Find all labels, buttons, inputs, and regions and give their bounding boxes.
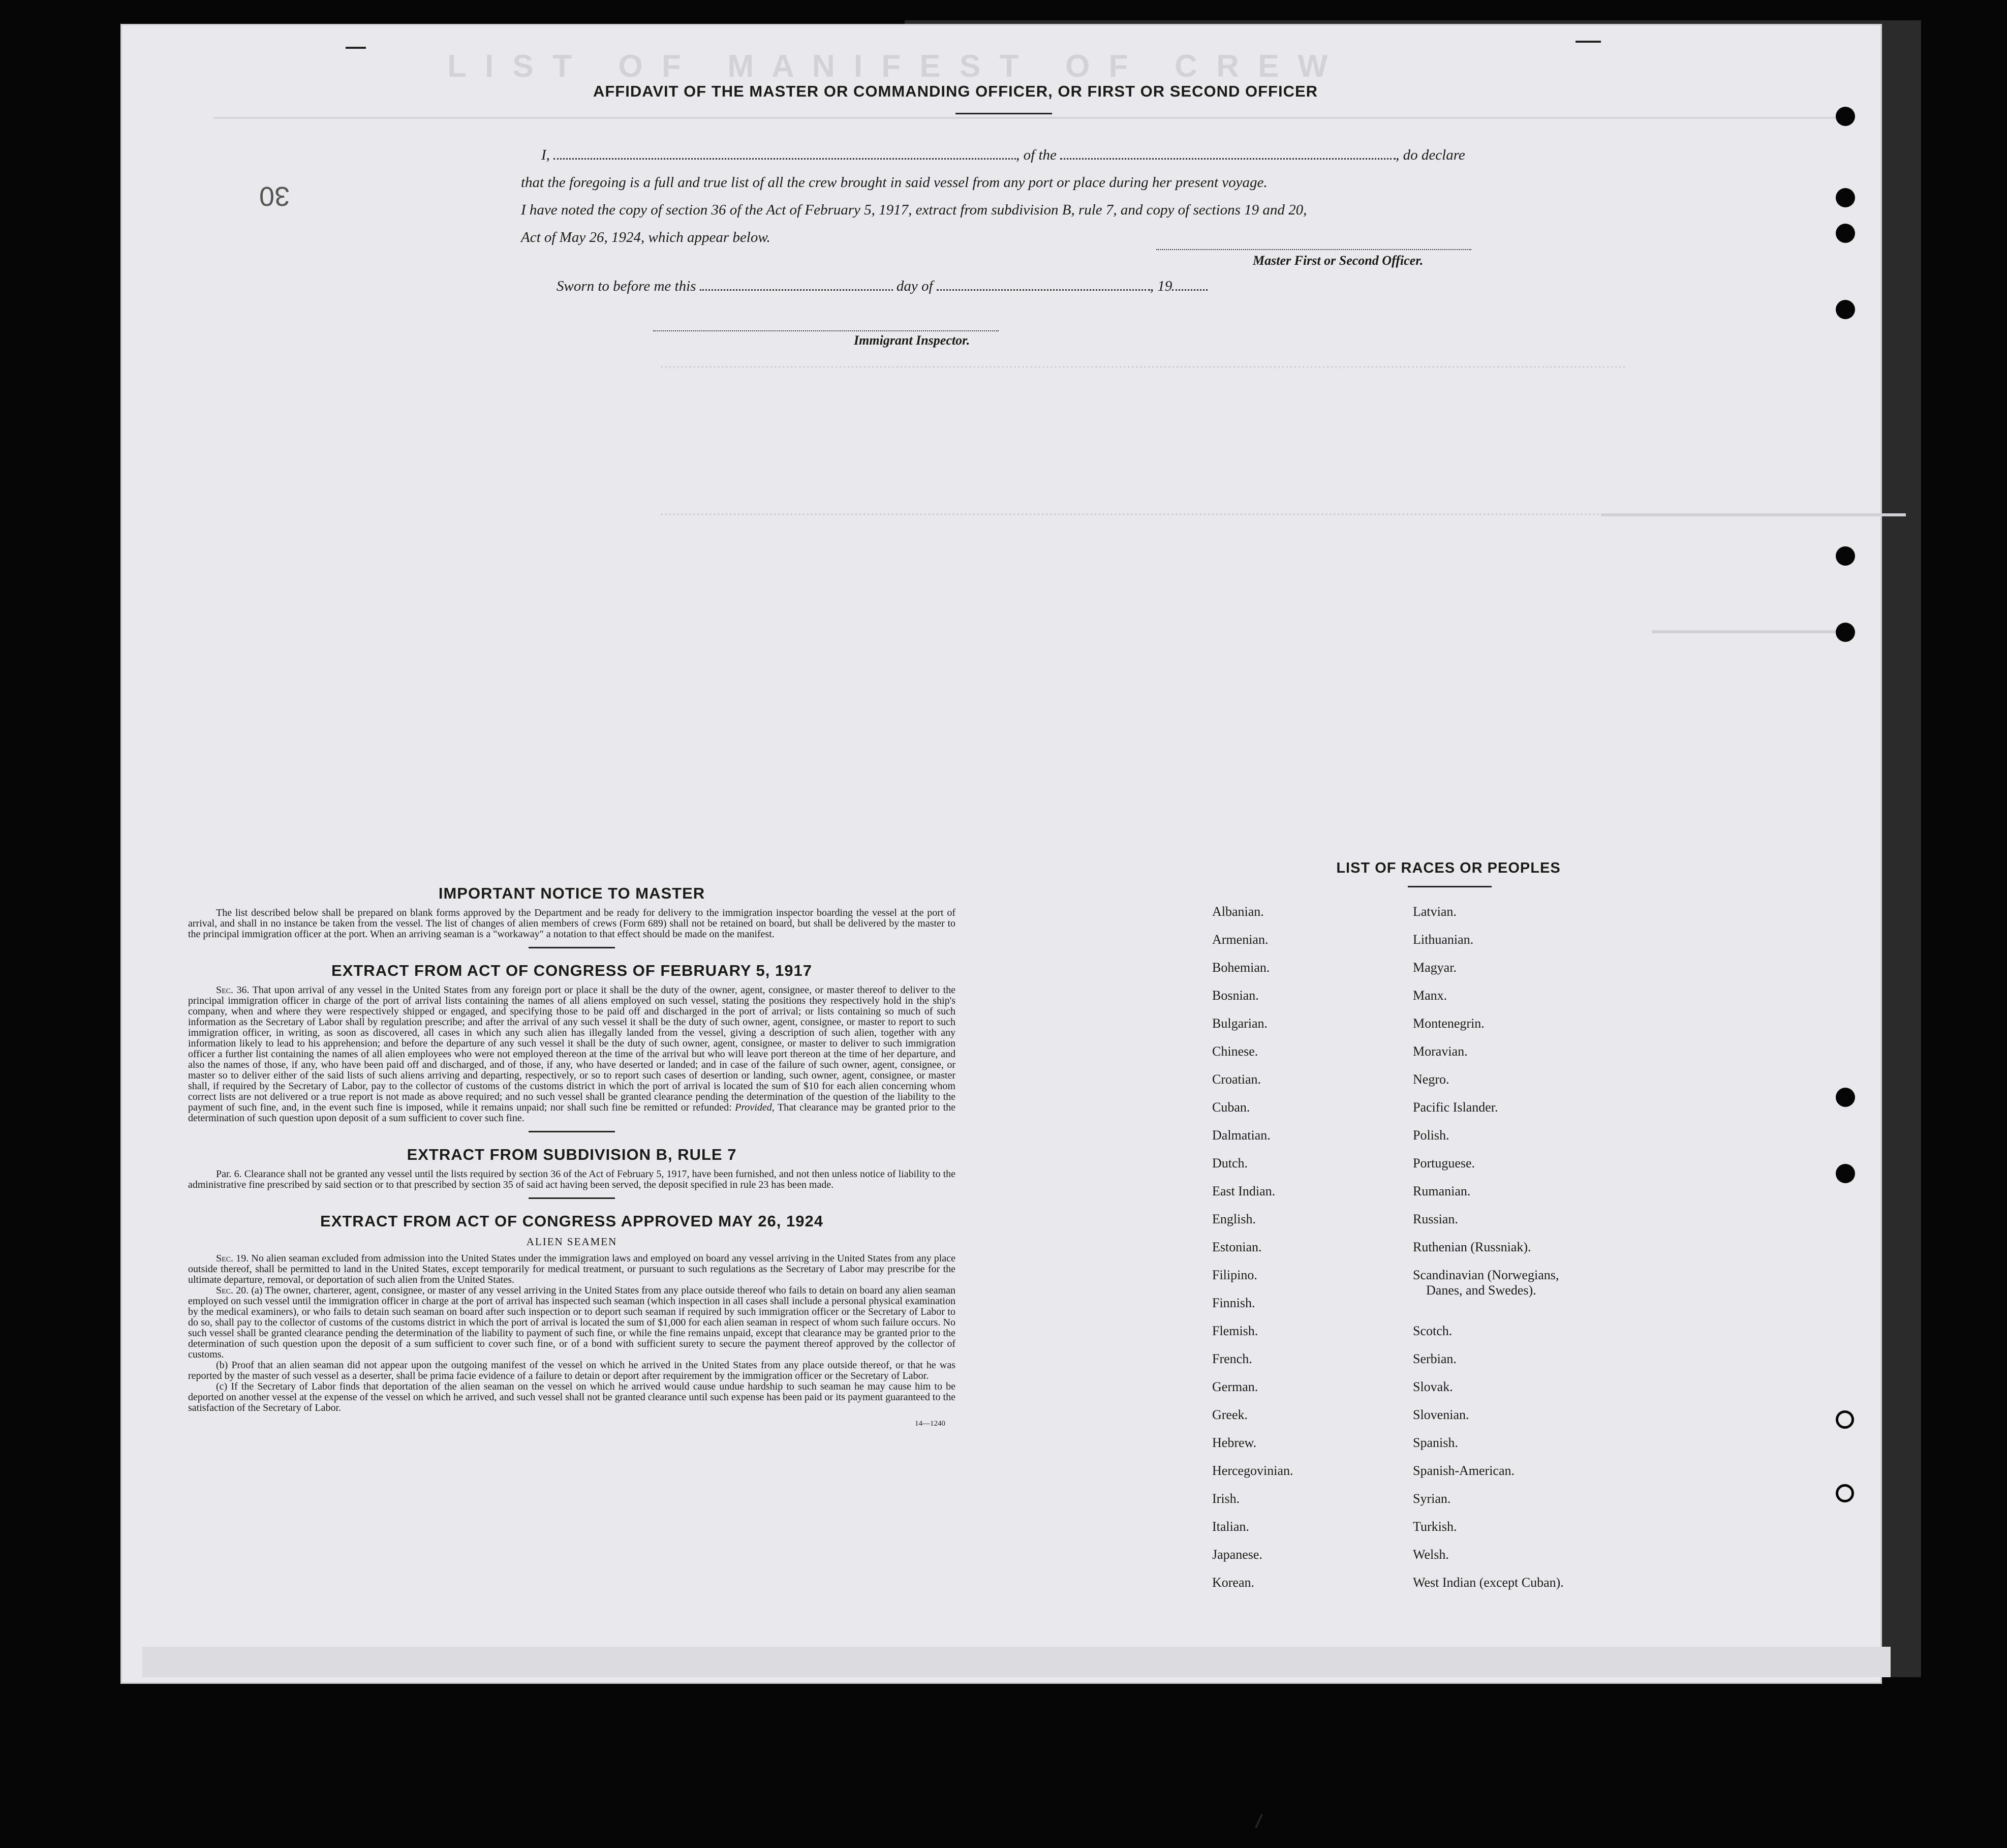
notice-title: IMPORTANT NOTICE TO MASTER bbox=[438, 884, 705, 902]
race-name: Bulgarian. bbox=[1212, 1016, 1268, 1031]
race-name: Flemish. bbox=[1212, 1323, 1258, 1338]
race-name: Montenegrin. bbox=[1413, 1016, 1485, 1031]
list-item bbox=[1212, 930, 1720, 958]
race-name: Korean. bbox=[1212, 1575, 1255, 1590]
sworn-prefix: Sworn to before me this bbox=[557, 278, 696, 294]
inspector-signature-line bbox=[653, 330, 999, 331]
vessel-blank bbox=[1060, 146, 1396, 160]
races-list bbox=[1212, 902, 1720, 1601]
race-name: Estonian. bbox=[1212, 1240, 1262, 1254]
race-name: Pacific Islander. bbox=[1413, 1100, 1498, 1115]
list-item bbox=[1212, 1154, 1720, 1182]
race-name: Lithuanian. bbox=[1413, 932, 1474, 947]
bleed-through-line bbox=[1652, 630, 1855, 638]
legal-notices-column bbox=[188, 884, 955, 1428]
race-name: Dalmatian. bbox=[1212, 1128, 1271, 1143]
race-name: Russian. bbox=[1413, 1212, 1458, 1226]
race-name: Rumanian. bbox=[1413, 1184, 1471, 1198]
binder-hole bbox=[1836, 107, 1855, 126]
page-number: 30 bbox=[259, 181, 290, 211]
sworn-year-blank bbox=[1172, 277, 1208, 291]
rule-7-title: EXTRACT FROM SUBDIVISION B, RULE 7 bbox=[407, 1146, 737, 1163]
race-name: Filipino. bbox=[1212, 1268, 1257, 1282]
list-item bbox=[1212, 1014, 1720, 1042]
declaration-of-the: , of the bbox=[1016, 147, 1057, 163]
list-item bbox=[1212, 1517, 1720, 1545]
sec19-label: Sec. 19. bbox=[216, 1253, 249, 1264]
sec20-label: Sec. 20. bbox=[216, 1285, 249, 1296]
race-name-line-1: Scandinavian (Norwegians, bbox=[1413, 1268, 1559, 1282]
race-name: Scotch. bbox=[1413, 1323, 1453, 1338]
race-name: Serbian. bbox=[1413, 1351, 1457, 1366]
sworn-day-of: day of bbox=[896, 278, 933, 294]
race-name: Chinese. bbox=[1212, 1044, 1258, 1059]
race-name: Slovenian. bbox=[1413, 1407, 1469, 1422]
race-name: German. bbox=[1212, 1379, 1258, 1394]
list-item bbox=[1212, 1405, 1720, 1433]
race-name: Italian. bbox=[1212, 1519, 1249, 1534]
race-name: Polish. bbox=[1413, 1128, 1449, 1143]
race-name: Ruthenian (Russniak). bbox=[1413, 1240, 1531, 1254]
race-name: Greek. bbox=[1212, 1407, 1248, 1422]
rule-7-text: Par. 6. Clearance shall not be granted any vessel until the lists required by section 36 of the Act of February 5, 1917, have been furnished, and not then unless notice of liability to the administrative fine prescribed by said section or to that prescribed by section 35 of said act having been served, the deposit specified in rule 23 has been made. bbox=[188, 1168, 955, 1190]
declaration-i: I, bbox=[541, 147, 550, 163]
corner-mark bbox=[1255, 1814, 1263, 1829]
act-1924-sec19 bbox=[188, 1253, 955, 1285]
bleed-through-heading: L I S T O F M A N I F E S T O F C R E W bbox=[447, 49, 1333, 84]
list-item bbox=[1212, 1321, 1720, 1349]
race-name: Irish. bbox=[1212, 1491, 1240, 1506]
list-item bbox=[1212, 1070, 1720, 1098]
race-name: Syrian. bbox=[1413, 1491, 1451, 1506]
bleed-through-line bbox=[661, 366, 1626, 373]
binder-hole bbox=[1836, 188, 1855, 207]
name-blank bbox=[553, 146, 1016, 160]
corner-mark bbox=[1576, 41, 1601, 43]
race-name: Magyar. bbox=[1413, 960, 1457, 975]
inspector-signature-label: Immigrant Inspector. bbox=[854, 333, 970, 348]
race-name: Welsh. bbox=[1413, 1547, 1449, 1562]
act-1917-body-end: That clearance may be granted prior to the determination of such question upon deposit of a sum sufficient to cover such fine. bbox=[188, 1102, 956, 1124]
race-name: Latvian. bbox=[1413, 904, 1457, 919]
act-1924-sec20b: (b) Proof that an alien seaman did not appear upon the outgoing manifest of the vessel on which he arrived in the United States from any place outside thereof, or that he was reported by the master of such vessel as a deserter, shall be prima facie evidence of a failure to detain or deport after requirement by the immigration officer or the Secretary of Labor. bbox=[188, 1360, 955, 1381]
binder-hole bbox=[1836, 1164, 1855, 1183]
declaration-line-3: I have noted the copy of section 36 of the Act of February 5, 1917, extract from subdivision B, rule 7, and copy of sections 19 and 20, bbox=[521, 202, 1307, 218]
race-name: Negro. bbox=[1413, 1072, 1449, 1087]
list-item bbox=[1212, 1238, 1720, 1266]
declaration-do-declare: , do declare bbox=[1396, 147, 1465, 163]
list-item bbox=[1212, 1377, 1720, 1405]
race-name: Finnish. bbox=[1212, 1296, 1255, 1310]
race-name: Moravian. bbox=[1413, 1044, 1468, 1059]
declaration-line-4: Act of May 26, 1924, which appear below. bbox=[521, 229, 770, 245]
underlying-page-edge bbox=[142, 1647, 1891, 1677]
race-name: Japanese. bbox=[1212, 1547, 1262, 1562]
list-item bbox=[1212, 1489, 1720, 1517]
act-1924-sec20c: (c) If the Secretary of Labor finds that deportation of the alien seaman on the vessel on which he arrived would cause undue hardship to such seaman he may cause him to be deported on another vessel at the expense of the vessel on which he arrived, and such vessel shall not be granted clearance until such expense has been paid or its payment guaranteed to the satisfaction of the Secretary of Labor. bbox=[188, 1381, 955, 1413]
act-1924-subtitle: ALIEN SEAMEN bbox=[526, 1236, 617, 1248]
race-name: Bosnian. bbox=[1212, 988, 1259, 1003]
act-1924-sec20a bbox=[188, 1285, 955, 1360]
list-item bbox=[1212, 1098, 1720, 1126]
act-1917-provided: Provided, bbox=[735, 1102, 775, 1113]
bleed-through-line bbox=[213, 117, 1840, 126]
races-title: LIST OF RACES OR PEOPLES bbox=[1336, 860, 1561, 876]
master-signature-line bbox=[1156, 249, 1471, 250]
list-item bbox=[1212, 1461, 1720, 1489]
list-item bbox=[1212, 1210, 1720, 1238]
race-name: Portuguese. bbox=[1413, 1156, 1475, 1171]
list-item bbox=[1212, 1042, 1720, 1070]
race-name: Turkish. bbox=[1413, 1519, 1457, 1534]
binder-hole bbox=[47, 620, 62, 635]
binder-hole bbox=[1836, 623, 1855, 642]
race-name: French. bbox=[1212, 1351, 1252, 1366]
affidavit-title: AFFIDAVIT OF THE MASTER OR COMMANDING OFFICER, OR FIRST OR SECOND OFFICER bbox=[593, 82, 1318, 100]
title-rule bbox=[955, 113, 1052, 114]
list-item bbox=[1212, 1433, 1720, 1461]
binder-hole bbox=[45, 220, 60, 235]
race-name: Armenian. bbox=[1212, 932, 1269, 947]
binder-hole bbox=[47, 539, 62, 554]
sworn-line bbox=[557, 277, 1208, 295]
race-name: Hercegovinian. bbox=[1212, 1463, 1293, 1478]
act-1917-body: That upon arrival of any vessel in the United States from any foreign port or place it shall be the duty of the owner, agent, consignee, or master thereof to deliver to the principal immigration officer in charge of the port of arrival lists containing the names of all aliens employed on such vessel, stating the positions they respectively hold in the ship's company, when and where they were respectively shipped or engaged, and specifying those to be paid off and discharged in the port of arrival; or lists containing so much of such information as the Secretary of Labor shall by regulation prescribe; and after the arrival of any such vessel it shall be the duty of such owner, agent, consignee, or master to report to such immigration officer, in writing, as soon as discovered, all cases in which any such alien has illegally landed from the vessel, giving a description of such alien, together with any information likely to lead to his apprehension; and before the departure of any such vessel it shall be the duty of such owner, agent, consignee, or master to deliver to such immigration officer a further list containing the names of all alien employees who were not employed thereon at the time of the arrival but who will leave port thereon at the time of her departure, and also the names of those, if any, who have been paid off and discharged, and of those, if any, who have deserted or landed; and in case of the failure of such owner, agent, consignee, or master so to deliver either of the said lists of such aliens arriving and departing, respectively, or so to report such cases of desertion or landing, such owner, agent, consignee, or master shall, if required by the Secretary of Labor, pay to the collector of customs of the customs district in which the port of arrival is located the sum of $10 for each alien concerning whom correct lists are not delivered or a true report is not made as above required; and no such vessel shall be granted clearance pending the determination of the question of the liability to the payment of such fine, and, in the event such fine is imposed, while it remains unpaid; nor shall such fine be remitted or refunded: bbox=[188, 984, 955, 1113]
race-name bbox=[1413, 1293, 1718, 1296]
race-name: Hebrew. bbox=[1212, 1435, 1257, 1450]
act-1917-section-label: Sec. 36. bbox=[216, 984, 250, 996]
section-rule bbox=[529, 947, 615, 948]
race-name: West Indian (except Cuban). bbox=[1413, 1575, 1564, 1590]
list-item bbox=[1212, 958, 1720, 986]
race-name: Croatian. bbox=[1212, 1072, 1261, 1087]
race-name: Spanish-American. bbox=[1413, 1463, 1515, 1478]
act-1924-title: EXTRACT FROM ACT OF CONGRESS APPROVED MAY 26, 1924 bbox=[320, 1212, 823, 1230]
declaration-line-2: that the foregoing is a full and true list of all the crew brought in said vessel from any port or place during her present voyage. bbox=[521, 174, 1268, 191]
binder-hole bbox=[1836, 1484, 1854, 1502]
binder-hole bbox=[46, 296, 61, 312]
race-name: English. bbox=[1212, 1212, 1256, 1226]
sec19-body: No alien seaman excluded from admission into the United States under the immigration laws and employed on board any vessel arriving in the United States from any place outside thereof, shall be permitted to land in the United States, except temporarily for medical treatment, or pursuant to such regulations as the Secretary of Labor may prescribe for the ultimate departure, removal, or deportation of such alien from the United States. bbox=[188, 1253, 955, 1285]
master-signature-label: Master First or Second Officer. bbox=[1253, 253, 1424, 268]
race-name: Bohemian. bbox=[1212, 960, 1270, 975]
binder-hole bbox=[1836, 224, 1855, 243]
list-item bbox=[1212, 1126, 1720, 1154]
race-name: East Indian. bbox=[1212, 1184, 1276, 1198]
race-name: Manx. bbox=[1413, 988, 1447, 1003]
sworn-month-blank bbox=[937, 277, 1150, 291]
list-item bbox=[1212, 1545, 1720, 1573]
races-title-rule bbox=[1408, 886, 1492, 887]
bleed-through-line bbox=[1601, 513, 1906, 521]
corner-mark bbox=[346, 47, 366, 49]
form-number: 14—1240 bbox=[915, 1420, 945, 1428]
race-name: Cuban. bbox=[1212, 1100, 1250, 1115]
affidavit-declaration bbox=[521, 141, 1497, 251]
race-name: Spanish. bbox=[1413, 1435, 1458, 1450]
act-1917-title: EXTRACT FROM ACT OF CONGRESS OF FEBRUARY 5, 1917 bbox=[331, 962, 812, 979]
list-item bbox=[1212, 902, 1720, 930]
section-rule bbox=[529, 1131, 615, 1132]
race-name-line-2: Danes, and Swedes). bbox=[1426, 1283, 1536, 1298]
act-1917-text bbox=[188, 985, 955, 1124]
sworn-year: , 19 bbox=[1150, 278, 1172, 294]
binder-hole bbox=[1836, 300, 1855, 319]
binder-hole bbox=[1836, 1088, 1855, 1107]
list-item bbox=[1212, 1266, 1720, 1298]
sec20a-body: (a) The owner, charterer, agent, consignee, or master of any vessel arriving in the United States from any place outside thereof who fails to detain on board any alien seaman employed on such vessel until the immigration officer in charge at the port of arrival has inspected such seaman (which inspection in all cases shall include a personal physical examination by the medical examiners), or who fails to detain such seaman on board after such inspection or to deport such seaman if required by such immigration officer or the Secretary of Labor to do so, shall pay to the collector of customs of the customs district in which the port of arrival is located the sum of $1,000 for each alien seaman in respect of whom such failure occurs. No such vessel shall be granted clearance pending the determination of the liability to payment of such fine, or while the fine remains unpaid, except that clearance may be granted prior to the determination of such question upon the deposit of a sum sufficient to cover such fine, or of a bond with sufficient surety to secure the payment thereof approved by the collector of customs. bbox=[188, 1285, 956, 1360]
binder-hole bbox=[1836, 546, 1855, 566]
list-item bbox=[1212, 986, 1720, 1014]
section-rule bbox=[529, 1197, 615, 1199]
sworn-day-blank bbox=[700, 277, 893, 291]
race-name: Albanian. bbox=[1212, 904, 1264, 919]
race-name: Dutch. bbox=[1212, 1156, 1248, 1171]
notice-text: The list described below shall be prepared on blank forms approved by the Department and be ready for delivery to the immigration inspector boarding the vessel at the port of arrival, and shall in no instance be taken from the vessel. The list of changes of alien members of crews (Form 689) shall not be retained on board, but shall be delivered by the master to the principal immigration officer at the port. When an arriving seaman is a "workaway" a notation to that effect should be made on the manifest. bbox=[188, 907, 955, 940]
list-item bbox=[1212, 1349, 1720, 1377]
binder-hole bbox=[1836, 1410, 1854, 1429]
list-item bbox=[1212, 1182, 1720, 1210]
list-item bbox=[1212, 1573, 1720, 1601]
race-name: Slovak. bbox=[1413, 1379, 1453, 1394]
bleed-through-line bbox=[661, 513, 1677, 520]
